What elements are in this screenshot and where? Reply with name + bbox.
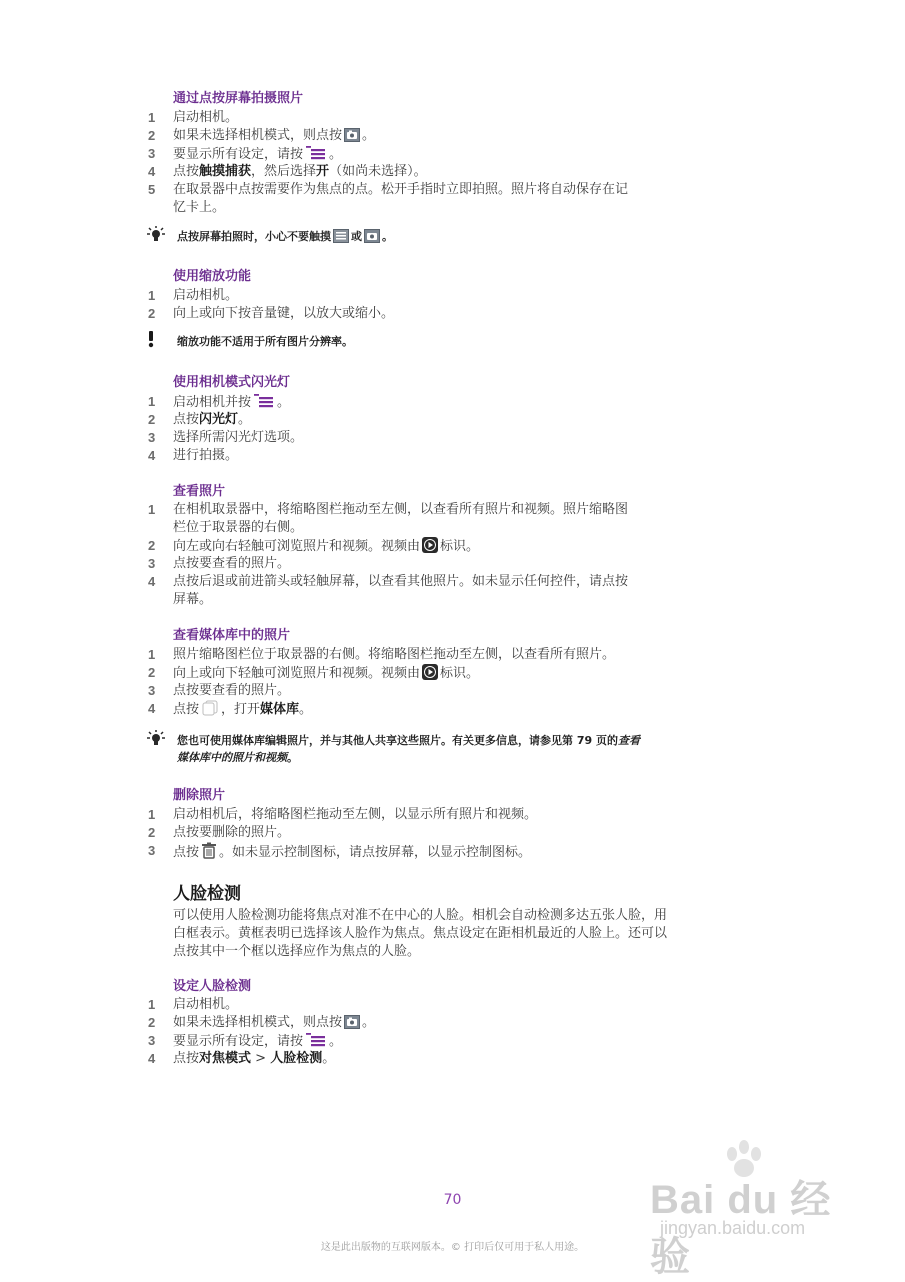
section-title-delete: 删除照片: [173, 788, 226, 803]
footer-notice: 这是此出版物的互联网版本。© 打印后仅可用于私人用途。: [320, 1242, 585, 1253]
camera-icon: [344, 1015, 360, 1029]
baidu-watermark: [640, 1140, 870, 1279]
page-number: 70: [443, 1192, 462, 1208]
section-title-flash: 使用相机模式闪光灯: [173, 375, 291, 390]
section-title-view-photos: 查看照片: [173, 484, 226, 499]
watermark-logo-text: Bai du 经验: [650, 1178, 832, 1279]
paragraph-line: 白框表示。黄框表明已选择该人脸作为焦点。焦点设定在距相机最近的人脸上。还可以: [173, 926, 668, 941]
video-play-icon: [422, 537, 438, 553]
menu-icon: [305, 145, 327, 161]
gallery-icon: [201, 700, 219, 716]
trash-icon: [201, 842, 217, 859]
camera-icon: [364, 229, 380, 243]
menu-icon: [305, 1032, 327, 1048]
menu-icon: [253, 393, 275, 409]
lightbulb-icon: [145, 226, 167, 244]
camera-icon: [344, 128, 360, 142]
paragraph-line: 点按其中一个框以选择应作为焦点的人脸。: [173, 944, 421, 959]
settings-panel-icon: [333, 229, 349, 243]
watermark-url: jingyan.baidu.com: [660, 1218, 806, 1238]
video-play-icon: [422, 664, 438, 680]
paragraph-line: 可以使用人脸检测功能将焦点对准不在中心的人脸。相机会自动检测多达五张人脸，用: [173, 908, 668, 923]
section-title-zoom: 使用缩放功能: [173, 269, 252, 284]
manual-page: 通过点按屏幕拍摄照片 1 启动相机。 2 如果未选择相机模式，则点按 。 3 要显示所有设定，请按 。 4 点按触摸捕获，然后选择开（如尚未选择）。 5 在取景器中点按需要作为焦点的点。松开手指时立即拍照。照片将自动保存在记 忆卡上。 点按屏幕拍照时，小心不要触摸 或 。 使用缩放功能 1 启动相机。 2 向上或向下按音量键，以放大或缩小。 缩放功能不适用于所有图片分辨率。 使用相机模式闪光灯 1 启动相机并按 。 2 点按闪光灯。 3 选择所需闪光灯选项。 4 进行拍摄。 查看照片 1 在相机取景器中，将缩略图栏拖动至左侧，以查看所有照片和视频。照片缩略图 栏位于取景器的右侧。 2 向左或向右轻触可浏览照片和视频。视频由 标识。 3 点按要查看的照片。 4 点按后退或前进箭头或轻触屏幕，以查看其他照片。如未显示任何控件，请点按 屏幕。 查看媒体库中的照片 1 照片缩略图栏位于取景器的右侧。将缩略图栏拖动至左侧，以查看所有照片。 2 向上或向下轻触可浏览照片和视频。视频由 标识。 3 点按要查看的照片。 4 点按 ，打开媒体库。 您也可使用媒体库编辑照片，并与其他人共享这些照片。有关更多信息，请参见第 79 页的查看 媒体库中的照片和视频。 删除照片 1 启动相机后，将缩略图栏拖动至左侧，以显示所有照片和视频。 2 点按要删除的照片。 3 点按 。如未显示控制图标，请点按屏幕，以显示控制图标。 人脸检测 可以使用人脸检测功能将焦点对准不在中心的人脸。相机会自动检测多达五张人脸，用 白框表示。黄框表明已选择该人脸作为焦点。焦点设定在距相机最近的人脸上。还可以 点按其中一个框以选择应作为焦点的人脸。 设定人脸检测 1 启动相机。 2 如果未选择相机模式，则点按 。 3 要显示所有设定，请按 。 4 点按对焦模式 > 人脸检测。 70 这是此出版物的互联网版本。© 打印后仅可用于私人用途。 Bai du 经验 jingyan.baidu.com: [0, 0, 905, 1280]
section-title-set-face-detection: 设定人脸检测: [173, 979, 252, 994]
section-title-face-detection: 人脸检测: [173, 884, 241, 904]
exclamation-icon: [145, 331, 157, 349]
section-title-touch-capture: 通过点按屏幕拍摄照片: [173, 91, 304, 106]
section-title-media-library: 查看媒体库中的照片: [173, 628, 291, 643]
lightbulb-icon: [145, 730, 167, 748]
